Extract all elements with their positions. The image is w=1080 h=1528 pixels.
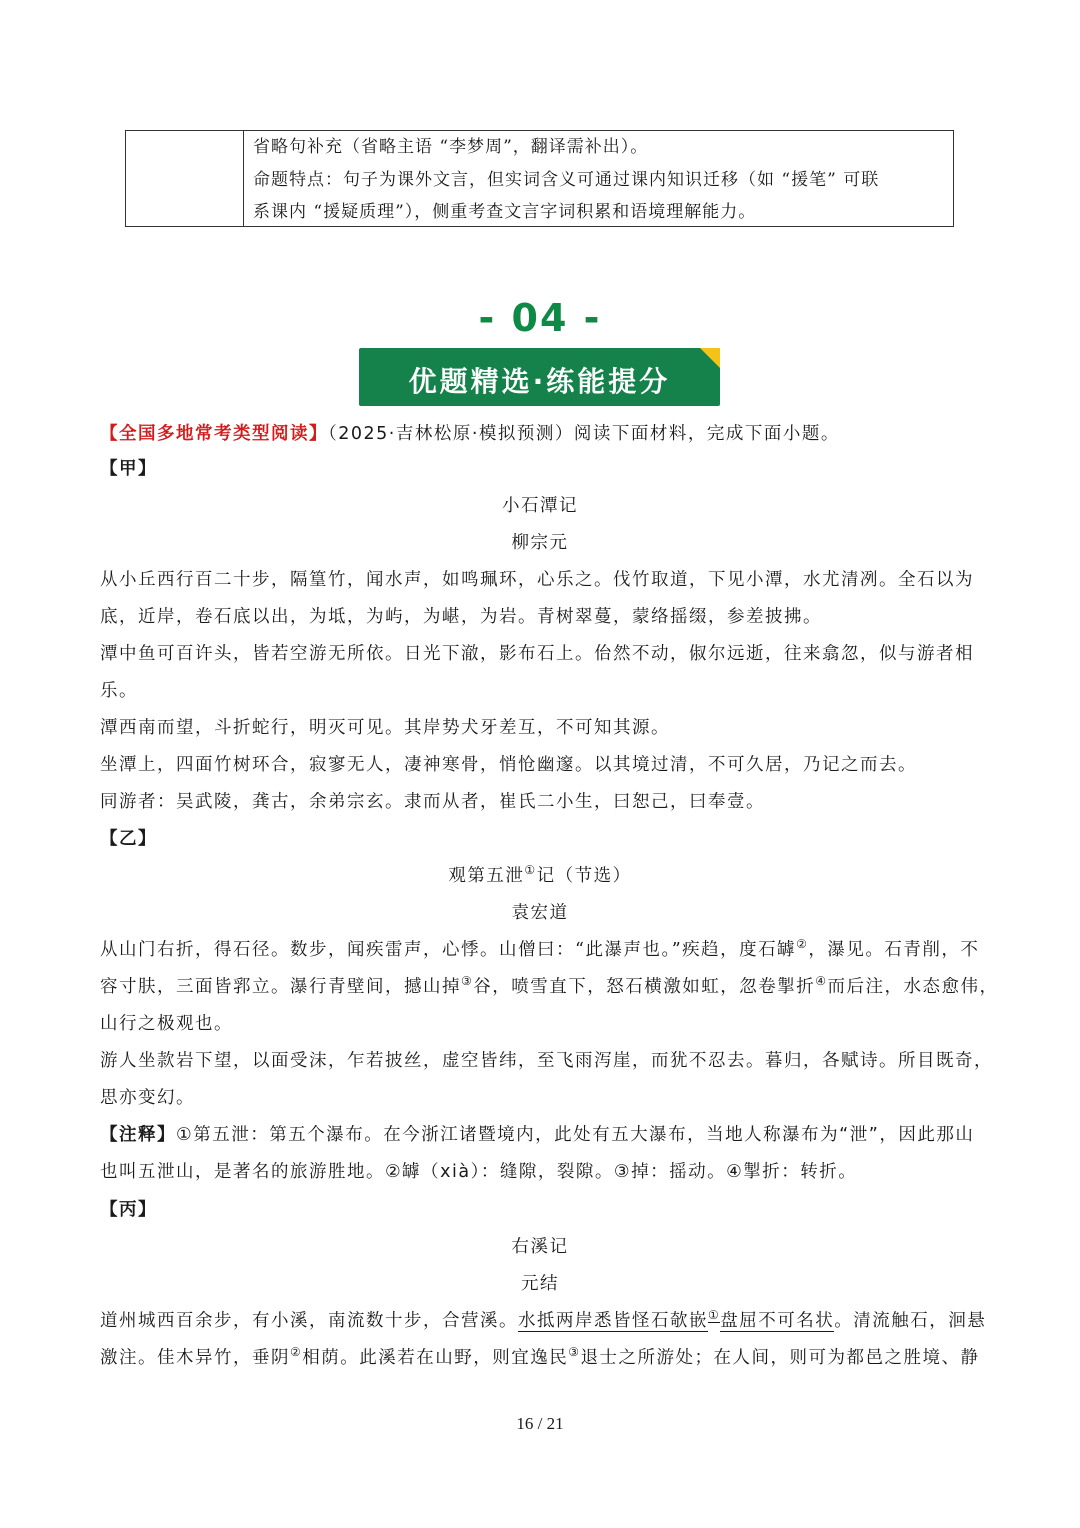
section-number: - 04 - (478, 296, 602, 340)
passage-line: 底，近岸，卷石底以出，为坻，为屿，为嵁，为岩。青树翠蔓，蒙络摇缀，参差披拂。 (100, 607, 822, 627)
passage-line: 潭中鱼可百许头，皆若空游无所依。日光下澈，影布石上。佁然不动，俶尔远逝，往来翕忽，似与游者相 (100, 644, 974, 664)
passage-label-bing: 【丙】 (100, 1200, 157, 1220)
footnote-marker: ② (290, 1345, 303, 1360)
passage-line (100, 936, 990, 961)
annotation-line: 也叫五泄山，是著名的旅游胜地。②罅（xià）：缝隙，裂隙。③掉：摇动。④掣折：转折。 (100, 1162, 858, 1182)
text-run: 。清流触石，洄悬 (834, 1311, 987, 1331)
annotation-tag: 【注释】 (100, 1125, 176, 1145)
text-run: 谷，喷雪直下，怒石横激如虹，忽卷掣折 (473, 977, 816, 997)
footnote-marker: ① (708, 1308, 721, 1323)
passage-line (100, 973, 999, 998)
table-line: 省略句补充（省略主语 “李梦周”，翻译需补出）。 (253, 137, 649, 157)
text-run: 相荫。此溪若在山野，则宜逸民 (302, 1348, 569, 1368)
text-run: 激注。佳木异竹，垂阴 (100, 1348, 290, 1368)
table-line: 系课内 “援疑质理”），侧重考查文言字词积累和语境理解能力。 (253, 202, 757, 222)
question-intro (100, 420, 990, 445)
passage-line (100, 1307, 990, 1332)
footnote-marker: ③ (568, 1345, 581, 1360)
text-run: ，瀑见。石青削，不 (808, 940, 980, 960)
text-run: 而后注，水态愈伟， (827, 977, 999, 997)
footnote-marker: ③ (461, 974, 474, 989)
passage-author-jia: 柳宗元 (511, 533, 569, 553)
footnote-marker: ② (796, 937, 809, 952)
annotation-line (100, 1121, 990, 1146)
passage-title-jia: 小石潭记 (502, 496, 578, 516)
table-line: 命题特点：句子为课外文言，但实词含义可通过课内知识迁移（如 “援笔” 可联 (253, 169, 880, 190)
passage-line: 游人坐款岩下望，以面受沫，乍若披丝，虚空皆纬，至飞雨泻崖，而犹不忍去。暮归，各赋诗。所目既奇， (100, 1051, 993, 1071)
footnote-marker: ④ (815, 974, 828, 989)
footnote-marker: ① (524, 863, 537, 878)
passage-line: 山行之极观也。 (100, 1014, 233, 1034)
passage-author-yi: 袁宏道 (511, 903, 569, 923)
top-table (125, 130, 954, 227)
text-run: 从山门右折，得石径。数步，闻疾雷声，心悸。山僧曰：“此瀑声也。”疾趋，度石罅 (100, 940, 797, 960)
text-run: 退士之所游处；在人间，则可为都邑之胜境、静 (580, 1348, 980, 1368)
passage-label-jia: 【甲】 (100, 459, 157, 479)
passage-line: 思亦变幻。 (100, 1088, 195, 1108)
passage-title-yi (0, 862, 1080, 887)
annotation-text: ①第五泄：第五个瀑布。在今浙江诸暨境内，此处有五大瀑布，当地人称瀑布为“泄”，因此那山 (176, 1125, 975, 1145)
underlined-sentence: 水抵两岸悉皆怪石欹嵌 (518, 1311, 708, 1331)
table-left-cell (126, 131, 244, 226)
question-source: （2025·吉林松原·模拟预测）阅读下面材料，完成下面小题。 (328, 424, 840, 444)
text-run: 道州城西百余步，有小溪，南流数十步，合营溪。 (100, 1311, 518, 1331)
passage-line (100, 1344, 990, 1369)
passage-title-bing: 右溪记 (511, 1237, 569, 1257)
passage-line: 乐。 (100, 681, 138, 701)
passage-line: 坐潭上，四面竹树环合，寂寥无人，凄神寒骨，悄怆幽邃。以其境过清，不可久居，乃记之而去。 (100, 755, 917, 775)
passage-line: 潭西南而望，斗折蛇行，明灭可见。其岸势犬牙差互，不可知其源。 (100, 718, 670, 738)
passage-label-yi: 【乙】 (100, 829, 157, 849)
underlined-sentence: 盘屈不可名状 (720, 1311, 835, 1331)
passage-author-bing: 元结 (521, 1274, 559, 1294)
title-text: 观第五泄 (448, 866, 525, 886)
title-suffix: 记（节选） (536, 866, 632, 886)
banner-title: 优题精选·练能提分 (408, 365, 671, 398)
text-run: 容寸肤，三面皆郛立。瀑行青壁间，撼山掉 (100, 977, 461, 997)
section-banner (359, 348, 720, 406)
page-number: 16 / 21 (516, 1414, 564, 1433)
passage-line: 从小丘西行百二十步，隔篁竹，闻水声，如鸣珮环，心乐之。伐竹取道，下见小潭，水尤清冽。全石以为 (100, 570, 974, 590)
table-right-cell (253, 131, 947, 229)
question-tag: 【全国多地常考类型阅读】 (100, 424, 328, 444)
passage-line: 同游者：吴武陵，龚古，余弟宗玄。隶而从者，崔氏二小生，曰恕己，曰奉壹。 (100, 792, 765, 812)
